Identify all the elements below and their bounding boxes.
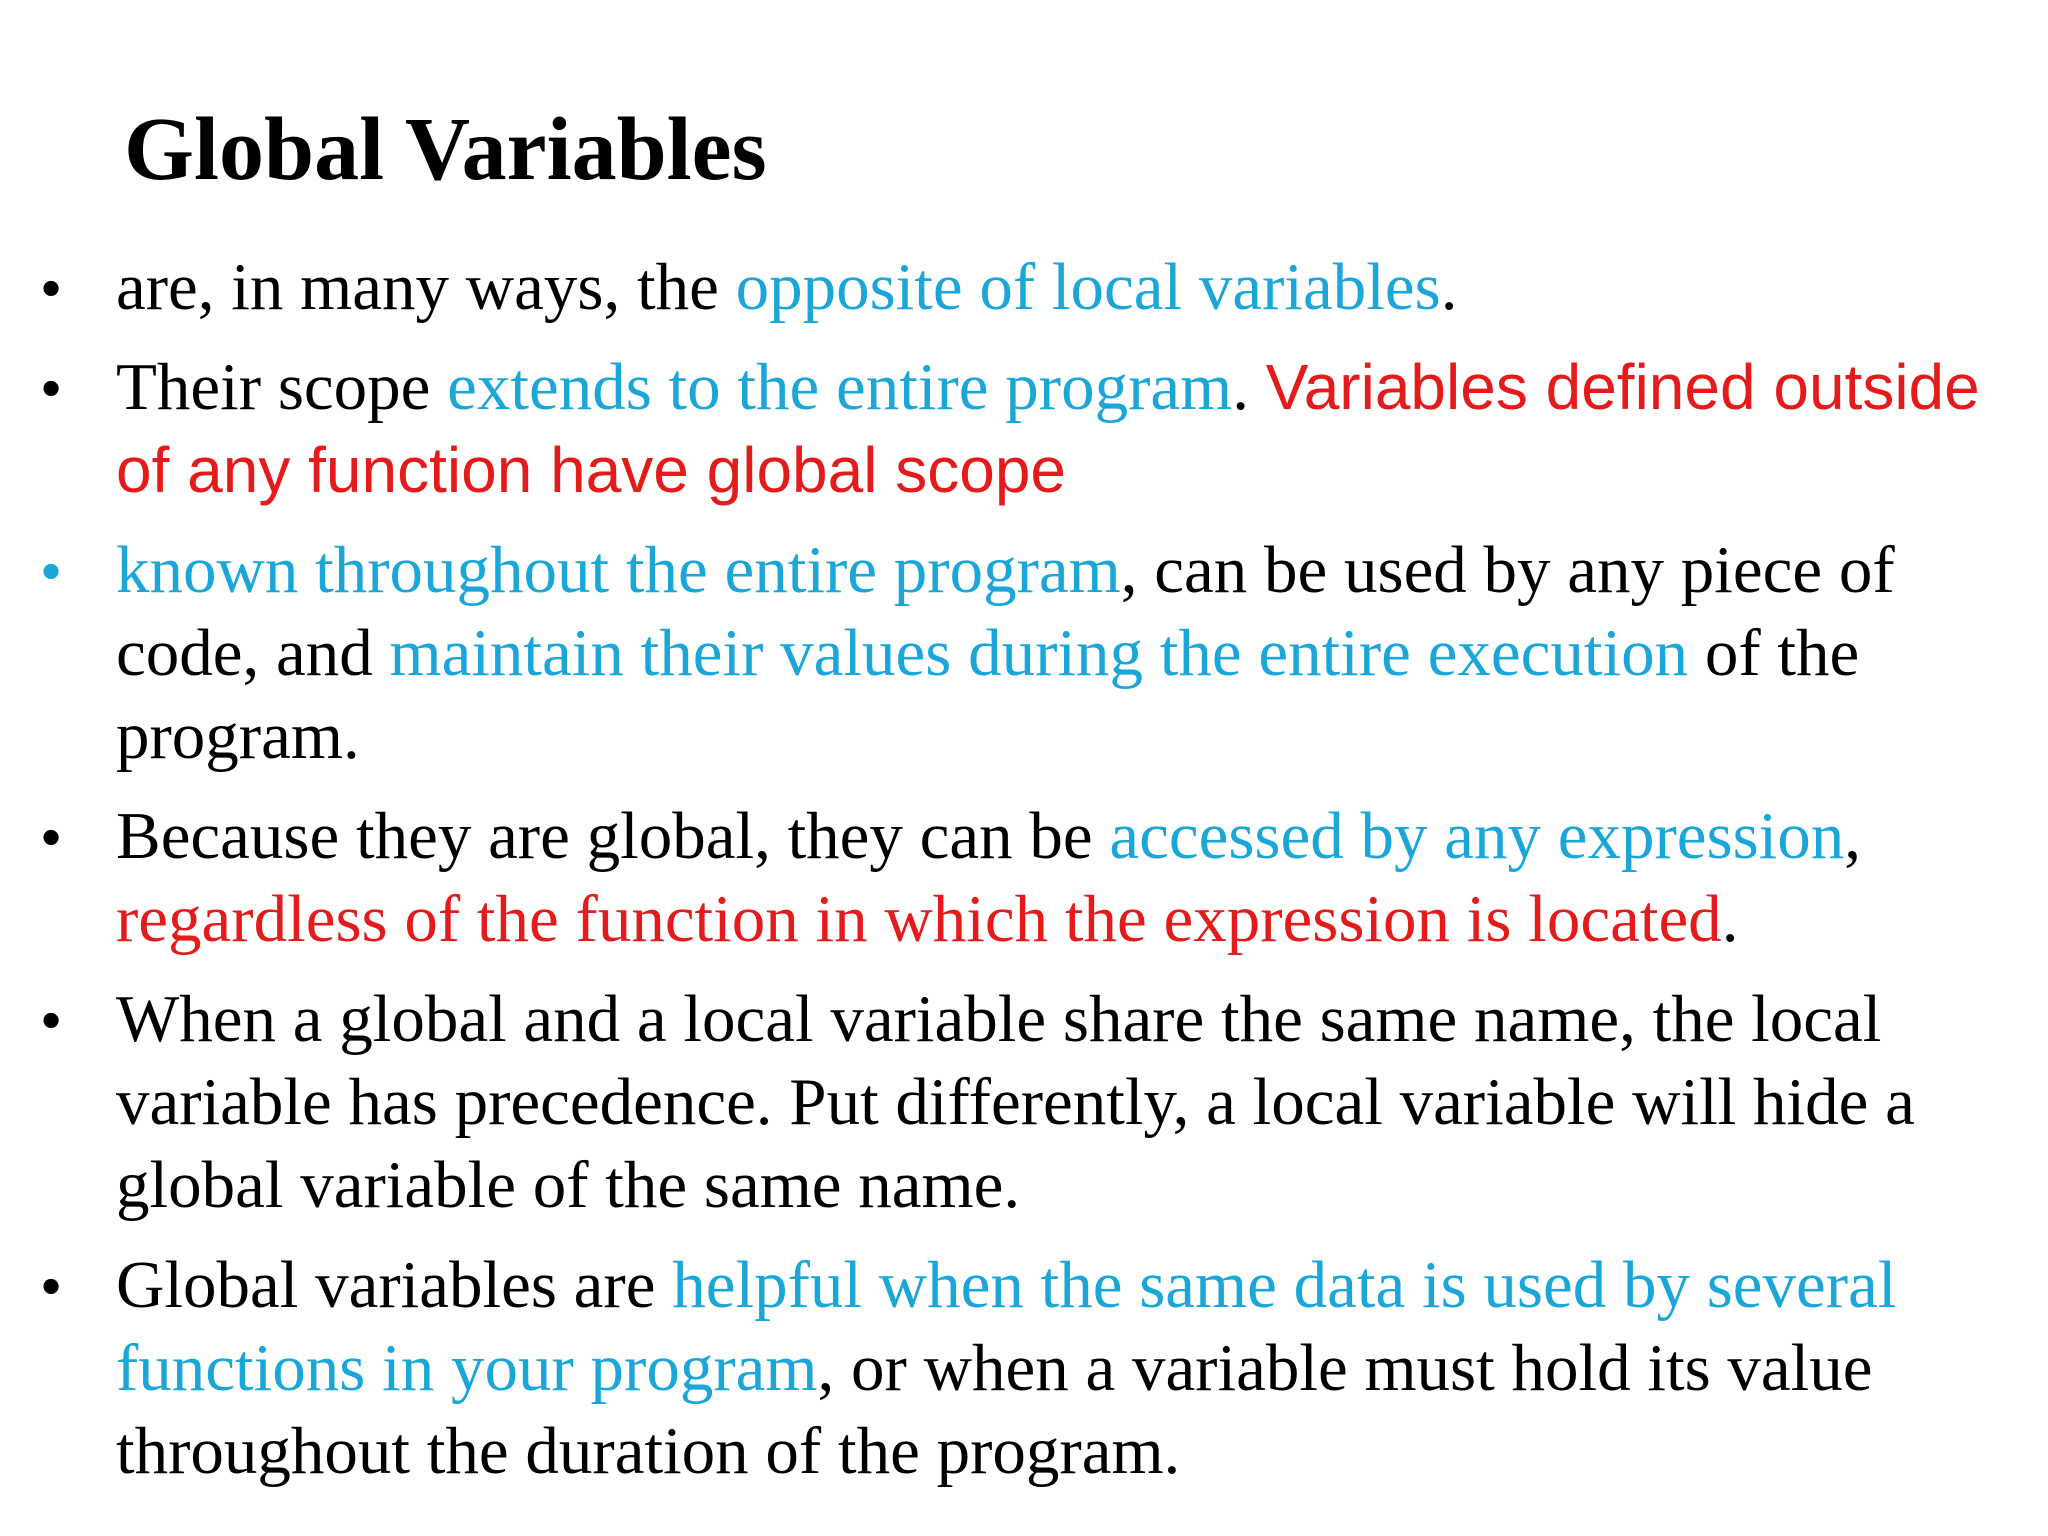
bullet-text <box>116 1248 1896 1488</box>
bullet-marker: • <box>41 256 61 319</box>
bullet-item <box>0 346 2048 512</box>
text-run-black: . <box>1440 250 1458 324</box>
slide-title: Global Variables <box>124 100 767 199</box>
text-run-black: . <box>1232 350 1266 424</box>
bullet-item <box>0 795 2048 961</box>
bullet-text <box>116 350 1980 507</box>
text-run-black: , or when a variable must hold its value throughout the duration of the program. <box>116 1331 1873 1488</box>
bullet-text <box>116 250 1457 324</box>
bullet-text <box>116 799 1861 956</box>
text-run-red: regardless of the function in which the expression is located <box>116 882 1722 956</box>
bullet-marker: • <box>41 988 61 1051</box>
text-run-red: Variables defined outside of any function have global scope <box>116 351 1980 506</box>
text-run-blue: helpful when the same data is used by several functions in your program <box>116 1248 1897 1405</box>
bullet-marker: • <box>41 805 61 868</box>
text-run-blue: opposite of local variables <box>735 250 1441 324</box>
text-run-black: Their scope <box>116 350 448 424</box>
text-run-black: of the program. <box>116 616 1860 773</box>
bullet-text <box>116 982 1915 1222</box>
text-run-black: Global variables are <box>116 1248 673 1322</box>
bullet-marker: • <box>41 1254 61 1317</box>
text-run-blue: accessed by any expression <box>1109 799 1845 873</box>
bullet-marker: • <box>41 539 61 602</box>
text-run-black: When a global and a local variable share the same name, the local variable has precedence. Put differently, a local variable will hide a global variable of the same name. <box>116 982 1915 1222</box>
bullet-item <box>0 978 2048 1227</box>
bullet-item <box>0 246 2048 329</box>
text-run-black: , <box>1844 799 1862 873</box>
text-run-black: , can be used by any piece of code, and <box>116 533 1895 690</box>
text-run-blue: known throughout the entire program <box>116 533 1121 607</box>
text-run-blue: maintain their values during the entire execution <box>389 616 1689 690</box>
bullet-item <box>0 1244 2048 1493</box>
text-run-black: . <box>1721 882 1739 956</box>
bullet-marker: • <box>41 356 61 419</box>
bullet-text <box>116 533 1895 773</box>
text-run-black: Because they are global, they can be <box>116 799 1110 873</box>
text-run-blue: extends to the entire program <box>447 350 1233 424</box>
bullet-list <box>0 246 2048 1493</box>
bullet-item <box>0 529 2048 778</box>
text-run-black: are, in many ways, the <box>116 250 736 324</box>
